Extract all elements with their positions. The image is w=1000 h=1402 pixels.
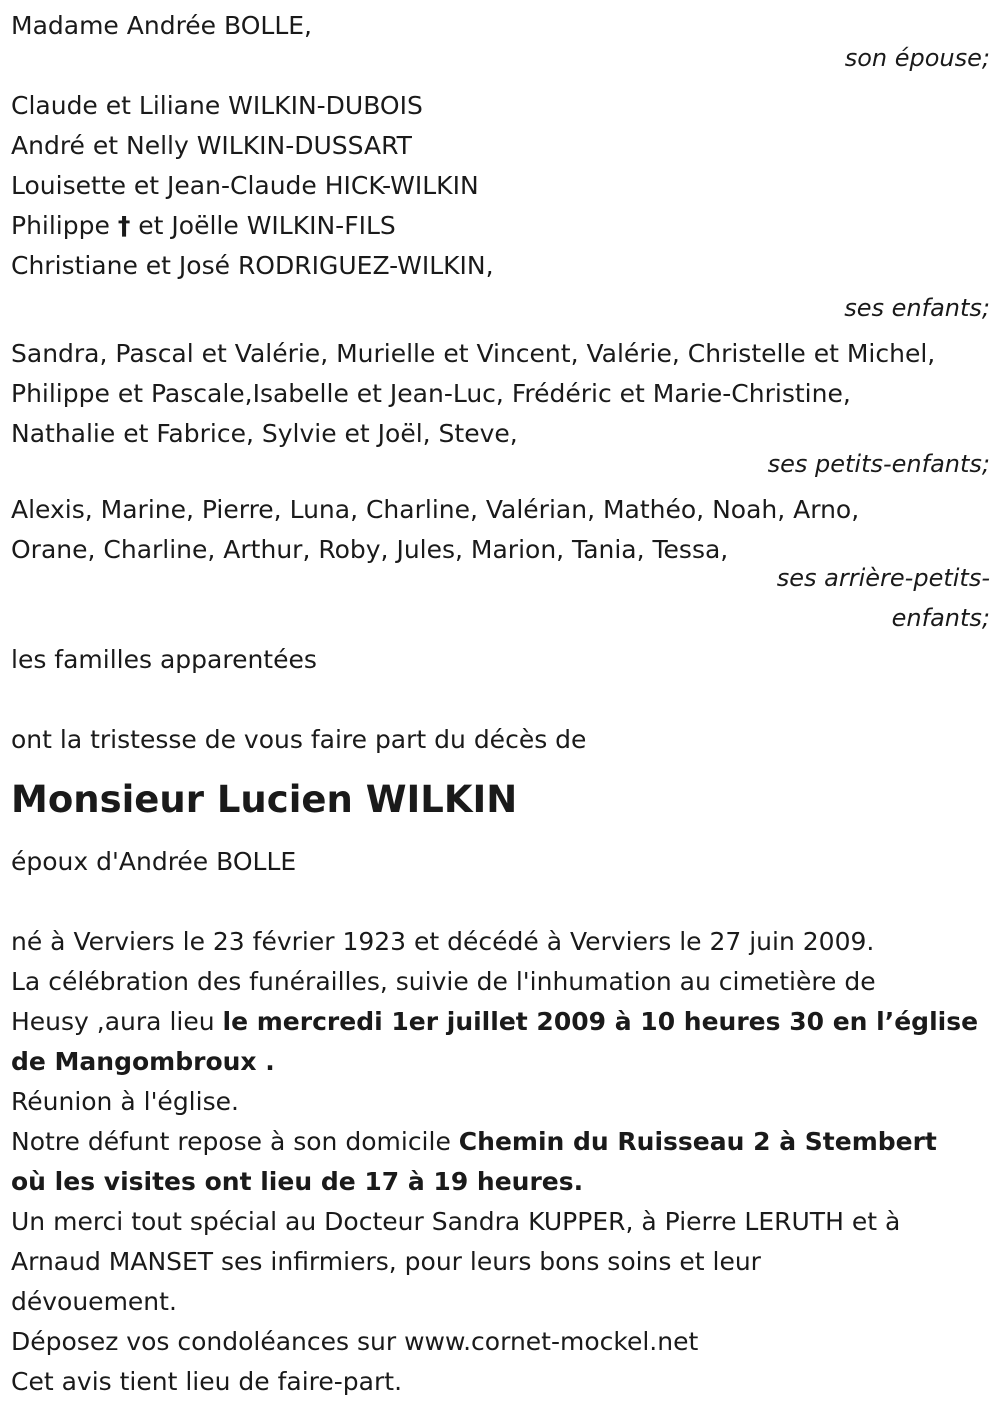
repose-address: Chemin du Ruisseau 2 à Stembert: [458, 1127, 937, 1156]
reunion-line: Réunion à l'église.: [11, 1087, 239, 1116]
funeral-details: [11, 922, 990, 1402]
child-line-philippe: [11, 206, 990, 246]
birth-death-line: né à Verviers le 23 février 1923 et décédé à Verviers le 27 juin 2009.: [11, 927, 875, 956]
grandchild-line: Philippe et Pascale,Isabelle et Jean-Luc, Frédéric et Marie-Christine,: [11, 379, 851, 408]
funeral-datetime: le mercredi 1er juillet 2009 à 10 heures 30 en l’église: [222, 1007, 979, 1036]
visits-line: où les visites ont lieu de 17 à 19 heures.: [11, 1167, 584, 1196]
repose-line: [11, 1122, 990, 1162]
notice-line: Cet avis tient lieu de faire-part.: [11, 1367, 403, 1396]
funeral-line: [11, 1002, 990, 1042]
cross-icon: †: [117, 211, 131, 240]
great-grandchild-line: Alexis, Marine, Pierre, Luna, Charline, Valérian, Mathéo, Noah, Arno,: [11, 495, 860, 524]
thanks-line: Arnaud MANSET ses infirmiers, pour leurs bons soins et leur: [11, 1247, 761, 1276]
children-role: ses enfants;: [844, 294, 990, 322]
spouse-of-line: époux d'Andrée BOLLE: [11, 847, 297, 876]
funeral-church: de Mangombroux .: [11, 1047, 275, 1076]
announcement-line: ont la tristesse de vous faire part du décès de: [11, 725, 587, 754]
great-grandchildren-role-line2: enfants;: [891, 604, 990, 632]
child-line: André et Nelly WILKIN-DUSSART: [11, 131, 412, 160]
great-grandchildren-role-line1: ses arrière-petits-: [776, 564, 990, 592]
child-line: Christiane et José RODRIGUEZ-WILKIN,: [11, 251, 494, 280]
grandchildren-role: ses petits-enfants;: [767, 450, 990, 478]
child-line: Louisette et Jean-Claude HICK-WILKIN: [11, 171, 479, 200]
thanks-line: Un merci tout spécial au Docteur Sandra KUPPER, à Pierre LERUTH et à: [11, 1207, 901, 1236]
grandchildren-list: [11, 334, 990, 454]
child-name: Philippe: [11, 211, 110, 240]
funeral-line: La célébration des funérailles, suivie de l'inhumation au cimetière de: [11, 967, 876, 996]
spouse-role: son épouse;: [844, 44, 990, 72]
deceased-name: Monsieur Lucien WILKIN: [11, 778, 518, 821]
children-list: [11, 86, 990, 286]
grandchild-line: Nathalie et Fabrice, Sylvie et Joël, Steve,: [11, 419, 518, 448]
child-partner: et Joëlle WILKIN-FILS: [138, 211, 396, 240]
great-grandchild-line: Orane, Charline, Arthur, Roby, Jules, Marion, Tania, Tessa,: [11, 535, 729, 564]
child-line: Claude et Liliane WILKIN-DUBOIS: [11, 91, 423, 120]
spouse-name: Madame Andrée BOLLE,: [11, 11, 313, 40]
funeral-place-text: Heusy ,aura lieu: [11, 1007, 215, 1036]
grandchild-line: Sandra, Pascal et Valérie, Murielle et Vincent, Valérie, Christelle et Michel,: [11, 339, 936, 368]
thanks-line: dévouement.: [11, 1287, 177, 1316]
relatives-line: les familles apparentées: [11, 645, 317, 674]
repose-text: Notre défunt repose à son domicile: [11, 1127, 451, 1156]
condolences-line: Déposez vos condoléances sur www.cornet-mockel.net: [11, 1327, 699, 1356]
